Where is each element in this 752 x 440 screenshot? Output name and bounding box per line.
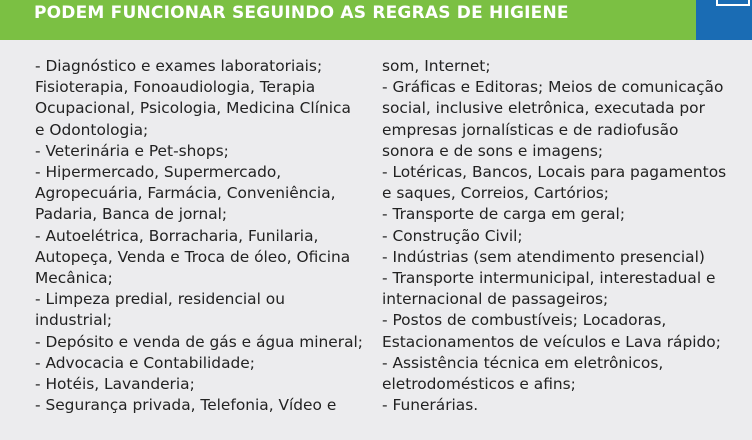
header-blue-band (696, 0, 752, 40)
right-column-line: social, inclusive eletrônica, executada por (382, 99, 705, 118)
left-column-line: Padaria, Banca de jornal; (35, 205, 228, 224)
right-column-line: sonora e de sons e imagens; (382, 141, 604, 160)
left-column-line: e Odontologia; (35, 120, 149, 139)
right-column-line: - Indústrias (sem atendimento presencial) (382, 247, 705, 266)
header-title: PODEM FUNCIONAR SEGUINDO AS REGRAS DE HIGIENE (34, 3, 569, 23)
right-column-list (382, 56, 727, 416)
left-column-line: - Depósito e venda de gás e água mineral; (35, 332, 363, 351)
right-column-line: - Transporte de carga em geral; (382, 205, 626, 224)
left-column-line: Fisioterapia, Fonoaudiologia, Terapia (35, 78, 316, 97)
left-column-line: industrial; (35, 311, 113, 330)
left-column-line: - Hotéis, Lavanderia; (35, 375, 195, 394)
left-column-line: Mecânica; (35, 269, 113, 288)
left-column-line: - Autoelétrica, Borracharia, Funilaria, (35, 226, 319, 245)
left-column-line: Autopeça, Venda e Troca de óleo, Oficina (35, 247, 351, 266)
right-column-line: eletrodomésticos e afins; (382, 375, 576, 394)
right-column-line: empresas jornalísticas e de radiofusão (382, 120, 679, 139)
left-column-line: Agropecuária, Farmácia, Conveniência, (35, 184, 336, 203)
left-column-line: - Segurança privada, Telefonia, Vídeo e (35, 396, 337, 415)
right-column-line: - Transporte intermunicipal, interestadual e (382, 269, 716, 288)
left-column-line: - Hipermercado, Supermercado, (35, 163, 282, 182)
left-column-line: - Advocacia e Contabilidade; (35, 353, 255, 372)
right-column-line: - Gráficas e Editoras; Meios de comunicação (382, 78, 724, 97)
right-column-line: som, Internet; (382, 57, 491, 75)
left-column-line: Ocupacional, Psicologia, Medicina Clínica (35, 99, 351, 118)
right-column-line: e saques, Correios, Cartórios; (382, 184, 609, 203)
right-column-line: - Assistência técnica em eletrônicos, (382, 353, 664, 372)
right-column-line: internacional de passageiros; (382, 290, 609, 309)
left-column-line: - Diagnóstico e exames laboratoriais; (35, 57, 323, 75)
right-column-line: - Construção Civil; (382, 226, 523, 245)
right-column-line: - Lotéricas, Bancos, Locais para pagamentos (382, 163, 727, 182)
left-column-list (35, 56, 370, 416)
header-banner (0, 0, 752, 40)
right-column-line: - Postos de combustíveis; Locadoras, (382, 311, 667, 330)
left-column-line: - Veterinária e Pet-shops; (35, 141, 229, 160)
left-column-line: - Limpeza predial, residencial ou (35, 290, 285, 309)
logo-fragment (716, 0, 750, 6)
right-column-line: Estacionamentos de veículos e Lava rápido; (382, 332, 721, 351)
right-column-line: - Funerárias. (382, 396, 479, 415)
